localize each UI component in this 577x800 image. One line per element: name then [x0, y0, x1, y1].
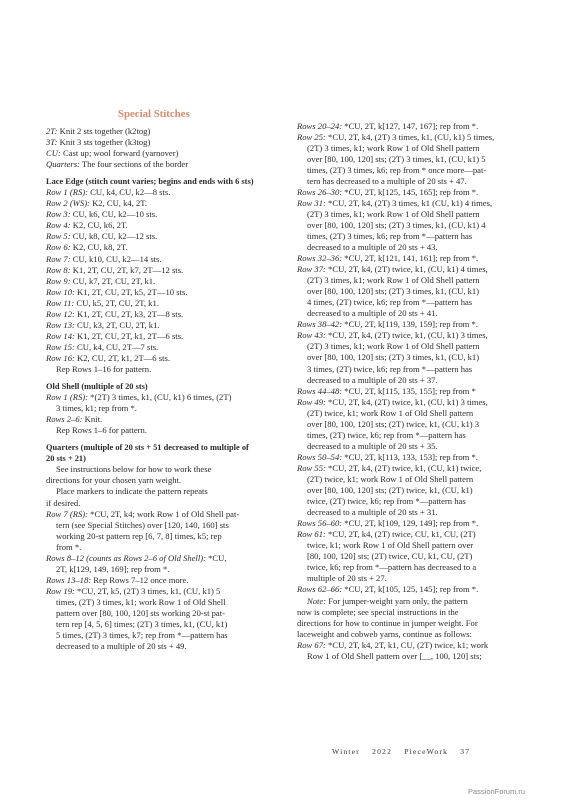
- row-label: Row 13:: [46, 319, 75, 330]
- text-line: [46, 276, 284, 287]
- row-label: Row 19:: [46, 585, 75, 596]
- text-line: [46, 265, 284, 276]
- text-line: (2T) 3 times, k1; work Row 1 of Old Shell pattern: [307, 341, 480, 352]
- row-label: Rows 32–36:: [297, 253, 343, 264]
- text-line: [297, 253, 537, 264]
- row-label: Row 3:: [46, 209, 71, 220]
- watermark: PassionForum.ru: [468, 787, 526, 796]
- row-text: *CU, 2T, k4, (2T) 3 times, k1 (CU, k1) 4 times,: [325, 197, 493, 208]
- row-text: CU, k4, CU, 2T—7 sts.: [74, 341, 159, 352]
- row-text: CU, k4, CU, k2—8 sts.: [88, 187, 171, 198]
- row-text: *CU, 2T, k[109, 129, 149]; rep from *.: [342, 518, 479, 529]
- text-line: times, (2T) twice, k6; rep from *—pattern has: [307, 429, 466, 440]
- text-line: [46, 126, 284, 137]
- row-label: Row 10:: [46, 286, 75, 297]
- row-label: Row 55:: [297, 462, 326, 473]
- text-line: over [80, 100, 120] sts; (2T) 3 times, k1, (CU, k1) 4: [307, 219, 486, 230]
- text-line: [46, 220, 284, 231]
- row-text: directions for your chosen yarn weight.: [46, 475, 182, 486]
- title-spacer: [46, 118, 284, 126]
- footer-season: Winter: [332, 747, 360, 756]
- row-text: CU, k6, CU, k2—10 sts.: [70, 209, 158, 220]
- text-line: [297, 198, 537, 209]
- text-line: [46, 298, 284, 309]
- row-text: *CU, 2T, k[113, 133, 153]; rep from *.: [342, 451, 478, 462]
- row-label: Row 16:: [46, 352, 75, 363]
- page-number: 37: [460, 747, 471, 756]
- section-heading: Old Shell (multiple of 20 sts): [46, 382, 148, 392]
- text-line: [46, 475, 284, 486]
- page-footer: [332, 746, 479, 757]
- text-line: [46, 137, 284, 148]
- row-label: Row 49:: [297, 396, 326, 407]
- row-text: *CU, 2T, k4, (2T) 3 times, k1, (CU, k1) 5 times,: [325, 131, 495, 142]
- text-line: [46, 392, 284, 403]
- text-line: [297, 463, 537, 474]
- text-line: [297, 518, 537, 529]
- text-line: times, (2T) 3 times, k1; work Row 1 of Old Shell: [56, 596, 226, 607]
- row-text: K1, 2T, CU, 2T, k7, 2T—12 sts.: [70, 264, 184, 275]
- row-label: Row 14:: [46, 330, 75, 341]
- text-line: [80, 100, 120] sts; (2T) twice, CU, k1, CU, (2T): [307, 551, 473, 562]
- row-label: Rows 13–18:: [46, 574, 92, 585]
- text-line: [297, 132, 537, 143]
- row-label: Rows 2–6:: [46, 414, 83, 425]
- text-line: 2T, k[129, 149, 169]; rep from *.: [56, 563, 170, 574]
- text-line: over [80, 100, 120] sts; (2T) 3 times, k1, (CU, k1): [307, 352, 480, 363]
- row-text: Rep Rows 7–12 once more.: [91, 574, 189, 585]
- row-text: laceweight and cobweb yarns, continue as follows:: [297, 628, 472, 639]
- text-line: [46, 320, 284, 331]
- text-line: [46, 309, 284, 320]
- row-text: K1, 2T, CU, 2T, k1, 2T—6 sts.: [74, 330, 184, 341]
- text-line: over [80, 100, 120] sts; (2T) twice, k1, (CU, k1) 3: [307, 418, 480, 429]
- text-line: [46, 159, 284, 170]
- text-line: [46, 498, 284, 509]
- row-label: Row 4:: [46, 220, 71, 231]
- text-line: decreased to a multiple of 20 sts + 37.: [307, 374, 438, 385]
- left-column: [46, 118, 284, 652]
- text-line: tern has decreased to a multiple of 20 sts + 47.: [307, 175, 467, 186]
- row-label: Rows 38–42:: [297, 319, 343, 330]
- row-label: Row 7 (RS):: [46, 508, 89, 519]
- row-text: if desired.: [46, 497, 81, 508]
- row-label: Row 6:: [46, 242, 71, 253]
- row-text: *CU, 2T, k4, (2T) twice, CU, k1, CU, (2T): [325, 529, 476, 540]
- row-text: CU, k10, CU, k2—14 sts.: [70, 253, 162, 264]
- section-heading: 20 sts + 21): [46, 454, 86, 464]
- text-line: [297, 330, 537, 341]
- row-label: Rows 50–54:: [297, 451, 343, 462]
- row-text: *CU, 2T, k4, (2T) twice, k1, (CU, k1) 3 times,: [325, 396, 488, 407]
- text-line: (2T) twice, k1; work Row 1 of Old Shell pattern: [307, 407, 474, 418]
- text-line: [297, 397, 537, 408]
- row-label: Row 67:: [297, 639, 326, 650]
- text-line: [297, 584, 537, 595]
- row-text: directions for how to continue in jumper weight. For: [297, 617, 478, 628]
- text-line: decreased to a multiple of 20 sts + 41.: [307, 308, 438, 319]
- text-line: decreased to a multiple of 20 sts + 31.: [307, 507, 438, 518]
- row-text: K2, CU, k8, 2T.: [70, 242, 128, 253]
- row-text: For jumper-weight yarn only, the pattern: [326, 595, 468, 606]
- row-text: Knit.: [82, 414, 103, 425]
- row-label: Row 61:: [297, 529, 326, 540]
- text-line: 4 times, (2T) twice, k6; rep from *—pattern has: [307, 297, 473, 308]
- row-text: CU, k7, 2T, CU, 2T, k1.: [70, 275, 156, 286]
- text-line: [46, 331, 284, 342]
- text-line: [297, 529, 537, 540]
- text-line: [46, 287, 284, 298]
- text-line: [297, 187, 537, 198]
- text-line: twice, (2T) twice, k6; rep from *—pattern has: [307, 496, 466, 507]
- row-label: Row 37:: [297, 264, 326, 275]
- text-line: [297, 264, 537, 275]
- text-line: over [80, 100, 120] sts; (2T) twice, k1, (CU, k1): [307, 485, 473, 496]
- row-text: *(2T) 3 times, k1, (CU, k1) 6 times, (2T): [88, 392, 232, 403]
- row-label: Row 9:: [46, 275, 71, 286]
- text-line: [46, 342, 284, 353]
- text-line: [46, 187, 284, 198]
- right-column: [297, 121, 537, 662]
- text-line: decreased to a multiple of 20 sts + 49.: [56, 641, 187, 652]
- text-line: multiple of 20 sts + 27.: [307, 573, 387, 584]
- text-line: times, (2T) 3 times, k6; rep from *—pattern has: [307, 230, 473, 241]
- text-line: [46, 353, 284, 364]
- section-heading: Lace Edge (stitch count varies; begins and ends with 6 sts): [46, 177, 254, 187]
- text-line: [46, 231, 284, 242]
- row-label: Row 8:: [46, 264, 71, 275]
- footer-magazine: PieceWork: [404, 747, 449, 756]
- row-text: The four sections of the border: [79, 159, 189, 170]
- text-line: [297, 618, 537, 629]
- row-label: Rows 20–24:: [297, 120, 343, 131]
- row-label: Rows 62–66:: [297, 584, 343, 595]
- footer-year: 2022: [372, 747, 393, 756]
- row-label: 3T:: [46, 137, 58, 148]
- row-text: K2, CU, k6, 2T.: [70, 220, 128, 231]
- row-text: *CU, 2T, k4; work Row 1 of Old Shell pat-: [88, 508, 240, 519]
- row-text: *CU, 2T, k[121, 141, 161]; rep from *.: [342, 253, 479, 264]
- row-label: Rows 8–12 (counts as Rows 2–6 of Old Shell):: [46, 552, 206, 563]
- text-line: twice, k1; work Row 1 of Old Shell pattern over: [307, 540, 474, 551]
- row-text: CU, k8, CU, k2—12 sts.: [70, 231, 158, 242]
- text-line: [46, 198, 284, 209]
- text-line: [46, 209, 284, 220]
- text-line: times, (2T) 3 times, k6; rep from * once more—pat-: [307, 164, 487, 175]
- row-label: Quarters:: [46, 159, 80, 170]
- text-line: [46, 575, 284, 586]
- text-line: [46, 509, 284, 520]
- text-line: (2T) 3 times, k1; work Row 1 of Old Shell pattern: [307, 208, 480, 219]
- row-text: *CU, 2T, k[119, 139, 159]; rep from *.: [342, 319, 478, 330]
- row-text: *CU, 2T, k[115, 135, 155]; rep from *: [342, 385, 476, 396]
- row-text: K2, CU, 2T, k1, 2T—6 sts.: [74, 352, 170, 363]
- row-label: CU:: [46, 148, 61, 159]
- row-label: Row 31:: [297, 197, 326, 208]
- text-line: decreased to a multiple of 20 sts + 43.: [307, 242, 438, 253]
- text-line: [46, 254, 284, 265]
- row-label: Rows 26–30:: [297, 186, 343, 197]
- text-line: [46, 242, 284, 253]
- text-line: tern rep [4, 5, 6] times; (2T) 3 times, k1, (CU, k1): [56, 619, 228, 630]
- note-label: Note:: [307, 595, 327, 606]
- row-text: K1, 2T, CU, 2T, k3, 2T—8 sts.: [74, 308, 184, 319]
- row-label: Row 1 (RS):: [46, 392, 89, 403]
- text-line: [297, 596, 537, 607]
- text-line: decreased to a multiple of 20 sts + 35.: [307, 440, 438, 451]
- text-line: [297, 640, 537, 651]
- text-line: [46, 148, 284, 159]
- row-label: Row 5:: [46, 231, 71, 242]
- row-text: K1, 2T, CU, 2T, k5, 2T—10 sts.: [74, 286, 188, 297]
- row-label: Row 7:: [46, 253, 71, 264]
- text-line: [297, 121, 537, 132]
- row-label: Row 25:: [297, 131, 326, 142]
- row-text: *CU, 2T, k4, (2T) twice, k1, (CU, k1) twice,: [325, 462, 482, 473]
- text-line: pattern over [80, 100, 120] sts working 20-st pat-: [56, 607, 225, 618]
- row-text: Knit 2 sts together (k2tog): [57, 126, 151, 136]
- text-line: Row 1 of Old Shell pattern over [__, 100, 120] sts;: [307, 650, 482, 661]
- row-text: CU, k3, 2T, CU, 2T, k1.: [74, 319, 160, 330]
- text-line: [297, 629, 537, 640]
- row-text: *CU, 2T, k4, (2T) twice, k1, (CU, k1) 4 times,: [325, 264, 488, 275]
- text-line: Place markers to indicate the pattern repeats: [56, 486, 208, 497]
- text-line: 3 times, k1; rep from *.: [56, 403, 137, 414]
- text-line: [46, 586, 284, 597]
- text-line: tern (see Special Stitches) over [120, 140, 160] sts: [56, 519, 229, 530]
- text-line: [46, 553, 284, 564]
- text-line: [297, 386, 537, 397]
- row-text: *CU, 2T, k[125, 145, 165]; rep from *.: [342, 186, 479, 197]
- row-text: CU, k5, 2T, CU, 2T, k1.: [74, 297, 159, 308]
- text-line: 3 times, (2T) twice, k6; rep from *—pattern has: [307, 363, 473, 374]
- row-text: *CU, 2T, k[127, 147, 167]; rep from *.: [342, 120, 479, 131]
- row-text: Knit 3 sts together (k3tog): [57, 137, 151, 148]
- row-text: *CU, 2T, k[105, 125, 145]; rep from *.: [342, 584, 479, 595]
- row-label: Row 11:: [46, 297, 75, 308]
- text-line: [297, 607, 537, 618]
- section-heading: Quarters (multiple of 20 sts + 51 decreased to multiple of: [46, 443, 249, 453]
- row-label: 2T:: [46, 126, 58, 136]
- text-line: [297, 452, 537, 463]
- row-label: Rows 56–60:: [297, 518, 343, 529]
- row-text: now is complete; see special instructions in the: [297, 606, 459, 617]
- text-line: (2T) twice, k1; work Row 1 of Old Shell pattern: [307, 474, 474, 484]
- text-line: [297, 319, 537, 330]
- section-title: Special Stitches: [118, 108, 190, 120]
- row-text: *CU, 2T, k4, (2T) twice, k1, (CU, k1) 3 times,: [325, 330, 488, 341]
- row-text: Cast up; wool forward (yarnover): [60, 148, 179, 159]
- text-line: 5 times, (2T) 3 times, k7; rep from *—pattern has: [56, 630, 228, 641]
- text-line: Rep Rows 1–16 for pattern.: [56, 363, 152, 374]
- row-text: K2, CU, k4, 2T.: [89, 198, 148, 209]
- row-label: Row 43:: [297, 330, 326, 341]
- row-label: Row 2 (WS):: [46, 198, 90, 209]
- text-line: (2T) 3 times, k1; work Row 1 of Old Shell pattern: [307, 275, 480, 286]
- text-line: [46, 414, 284, 425]
- text-line: Rep Rows 1–6 for pattern.: [56, 425, 147, 436]
- text-line: over [80, 100, 120] sts; (2T) 3 times, k1, (CU, k1) 5: [307, 153, 486, 164]
- row-label: Row 1 (RS):: [46, 187, 89, 198]
- row-text: *CU,: [205, 552, 227, 563]
- text-line: See instructions below for how to work these: [56, 464, 212, 475]
- row-label: Row 12:: [46, 308, 75, 319]
- row-text: *CU, 2T, k5, (2T) 3 times, k1, (CU, k1) 5: [74, 585, 221, 596]
- text-line: from *.: [56, 541, 82, 552]
- row-label: Row 15:: [46, 341, 75, 352]
- text-line: twice, k6; rep from *—pattern has decreased to a: [307, 562, 477, 573]
- row-label: Rows 44–48:: [297, 385, 343, 396]
- text-line: (2T) 3 times, k1; work Row 1 of Old Shell pattern: [307, 142, 480, 153]
- text-line: working 20-st pattern rep [6, 7, 8] times, k5; rep: [56, 530, 222, 541]
- text-line: over [80, 100, 120] sts; (2T) 3 times, k1, (CU, k1): [307, 286, 480, 297]
- row-text: *CU, 2T, k4, 2T, k1, CU, (2T) twice, k1; work: [325, 639, 489, 650]
